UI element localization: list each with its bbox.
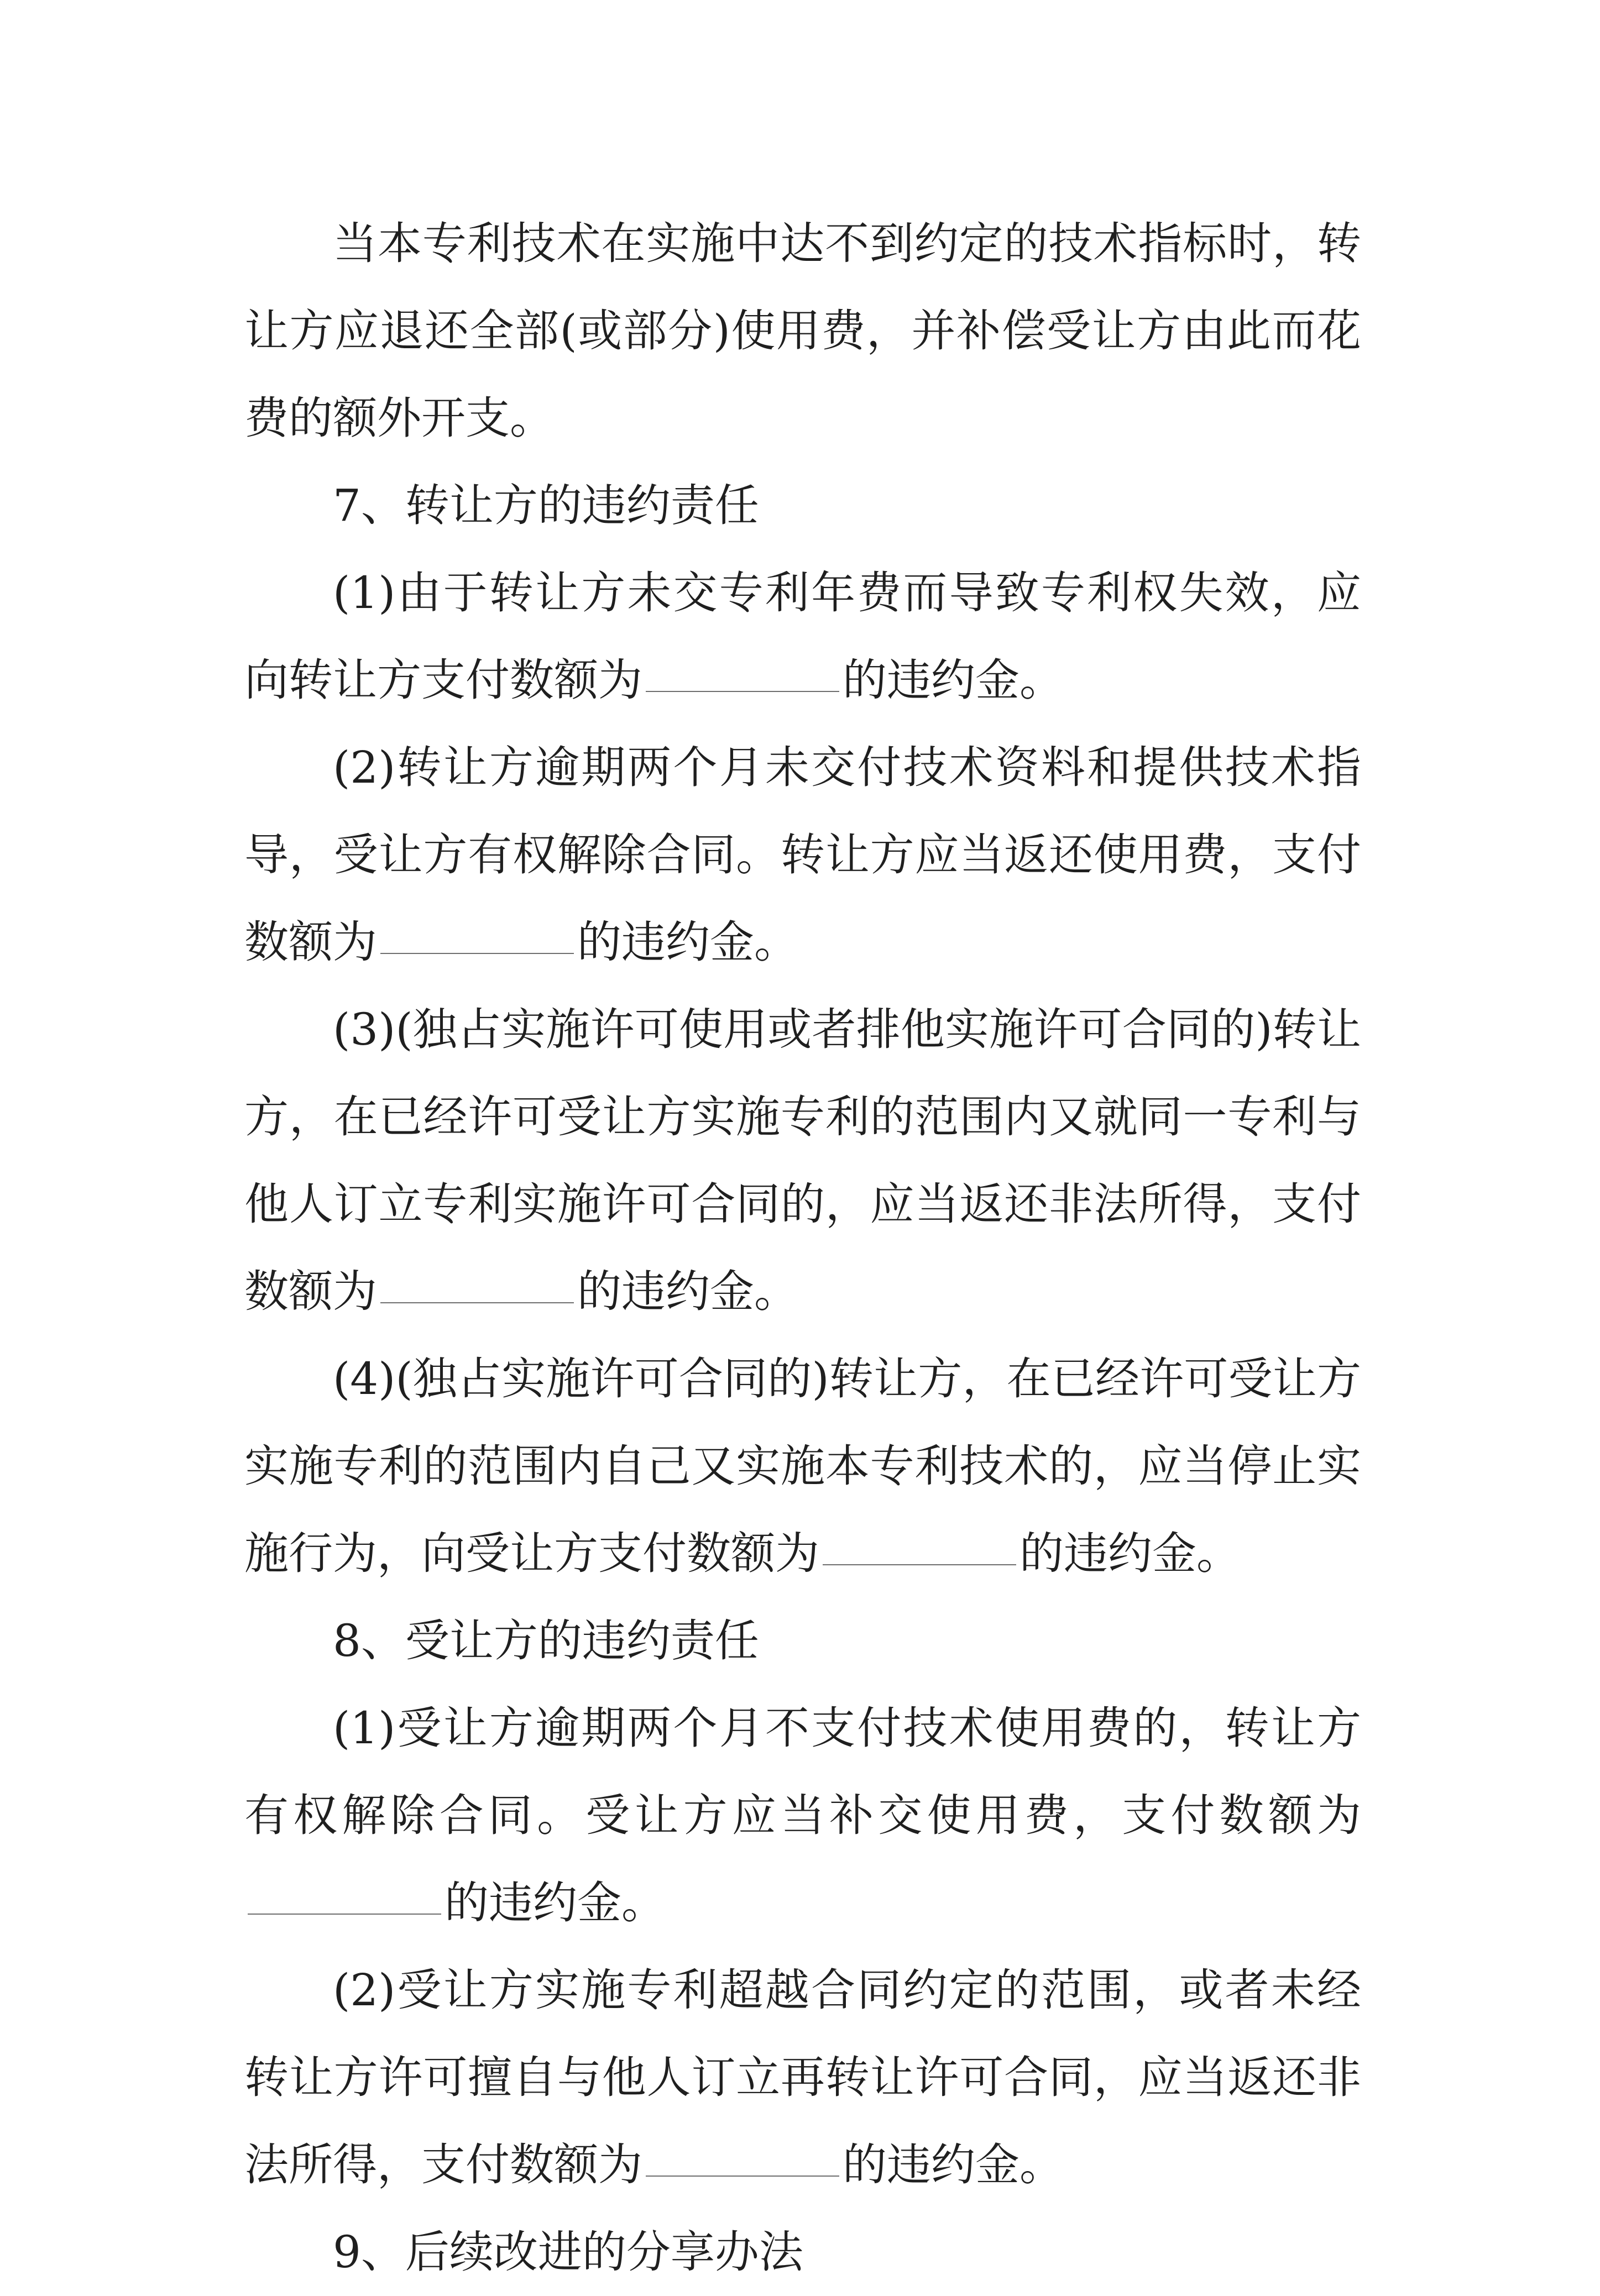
heading-text: 7、转让方的违约责任 bbox=[333, 480, 759, 531]
document-page bbox=[244, 200, 1361, 2296]
heading-text: 9、后续改进的分享办法 bbox=[333, 2226, 803, 2278]
clause-7-3 bbox=[244, 986, 1361, 1335]
clause-text: 的违约金。 bbox=[843, 2139, 1064, 2190]
clause-text: (4)(独占实施许可合同的)转让方，在已经许可受让方实施专利的范围内自己又实施本专利技术的，应当停止实施行为，向受让方支付数额为 bbox=[244, 1353, 1361, 1579]
clause-text: 的违约金。 bbox=[577, 1266, 798, 1317]
clause-text: (2)受让方实施专利超越合同约定的范围，或者未经转让方许可擅自与他人订立再转让许可合同，应当返还非法所得，支付数额为 bbox=[244, 1964, 1361, 2190]
clause-text: 的违约金。 bbox=[843, 654, 1064, 706]
clause-7-1 bbox=[244, 549, 1361, 724]
section-heading-7 bbox=[244, 462, 1361, 549]
amount-blank[interactable] bbox=[646, 2175, 839, 2177]
clause-text: (1)受让方逾期两个月不支付技术使用费的，转让方有权解除合同。受让方应当补交使用费，支付数额为 bbox=[244, 1702, 1361, 1841]
amount-blank[interactable] bbox=[646, 690, 839, 692]
paragraph-refund-clause bbox=[244, 200, 1361, 462]
amount-blank[interactable] bbox=[380, 952, 574, 954]
clause-text: (3)(独占实施许可使用或者排他实施许可合同的)转让方，在已经许可受让方实施专利的范围内又就同一专利与他人订立专利实施许可合同的，应当返还非法所得，支付数额为 bbox=[244, 1004, 1361, 1317]
section-heading-8 bbox=[244, 1597, 1361, 1685]
amount-blank[interactable] bbox=[380, 1302, 574, 1303]
clause-8-1 bbox=[244, 1685, 1361, 1947]
clause-text: (1)由于转让方未交专利年费而导致专利权失效，应向转让方支付数额为 bbox=[244, 567, 1361, 706]
amount-blank[interactable] bbox=[248, 1913, 441, 1915]
amount-blank[interactable] bbox=[823, 1564, 1016, 1565]
clause-text: 的违约金。 bbox=[577, 916, 798, 968]
section-heading-9 bbox=[244, 2209, 1361, 2296]
clause-7-2 bbox=[244, 724, 1361, 986]
clause-7-4 bbox=[244, 1335, 1361, 1597]
clause-text: 的违约金。 bbox=[445, 1877, 666, 1928]
clause-text: 的违约金。 bbox=[1019, 1528, 1241, 1579]
clause-text: (2)转让方逾期两个月未交付技术资料和提供技术指导，受让方有权解除合同。转让方应当返还使用费，支付数额为 bbox=[244, 742, 1361, 968]
clause-8-2 bbox=[244, 1947, 1361, 2209]
paragraph-text: 当本专利技术在实施中达不到约定的技术指标时，转让方应退还全部(或部分)使用费，并补偿受让方由此而花费的额外开支。 bbox=[244, 218, 1361, 444]
heading-text: 8、受让方的违约责任 bbox=[333, 1615, 759, 1666]
